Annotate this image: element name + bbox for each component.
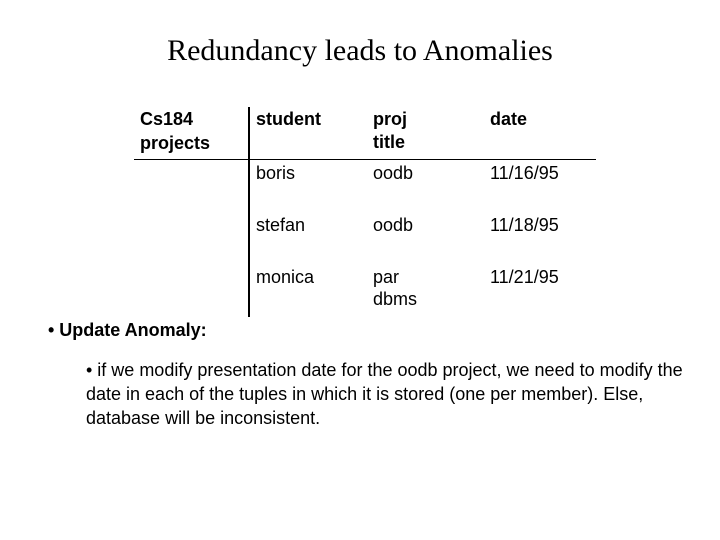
header-date: date <box>490 109 528 129</box>
table-vertical-divider <box>248 107 250 317</box>
cell-proj-title-3: par dbms <box>373 267 418 309</box>
cell-proj-title-1: oodb <box>373 163 414 183</box>
cell-date-1: 11/16/95 <box>490 163 559 183</box>
cell-student-2: stefan <box>256 215 306 235</box>
update-anomaly-heading: • Update Anomaly: <box>48 320 207 340</box>
cell-proj-title-2: oodb <box>373 215 414 235</box>
header-student: student <box>256 109 321 129</box>
table-caption-line1: Cs184 <box>140 109 194 129</box>
header-proj-title: proj title <box>373 109 407 152</box>
slide-title: Redundancy leads to Anomalies <box>167 34 553 67</box>
cell-date-3: 11/21/95 <box>490 267 559 287</box>
table-caption-line2: projects <box>140 133 211 153</box>
cell-date-2: 11/18/95 <box>490 215 559 235</box>
cell-student-3: monica <box>256 267 315 287</box>
update-anomaly-description: • if we modify presentation date for the oodb project, we need to modify the date in each of the tuples in which it is stored (one per member). Else, database will be inconsistent. <box>86 360 683 428</box>
cell-student-1: boris <box>256 163 296 183</box>
table-header-divider <box>134 159 596 160</box>
